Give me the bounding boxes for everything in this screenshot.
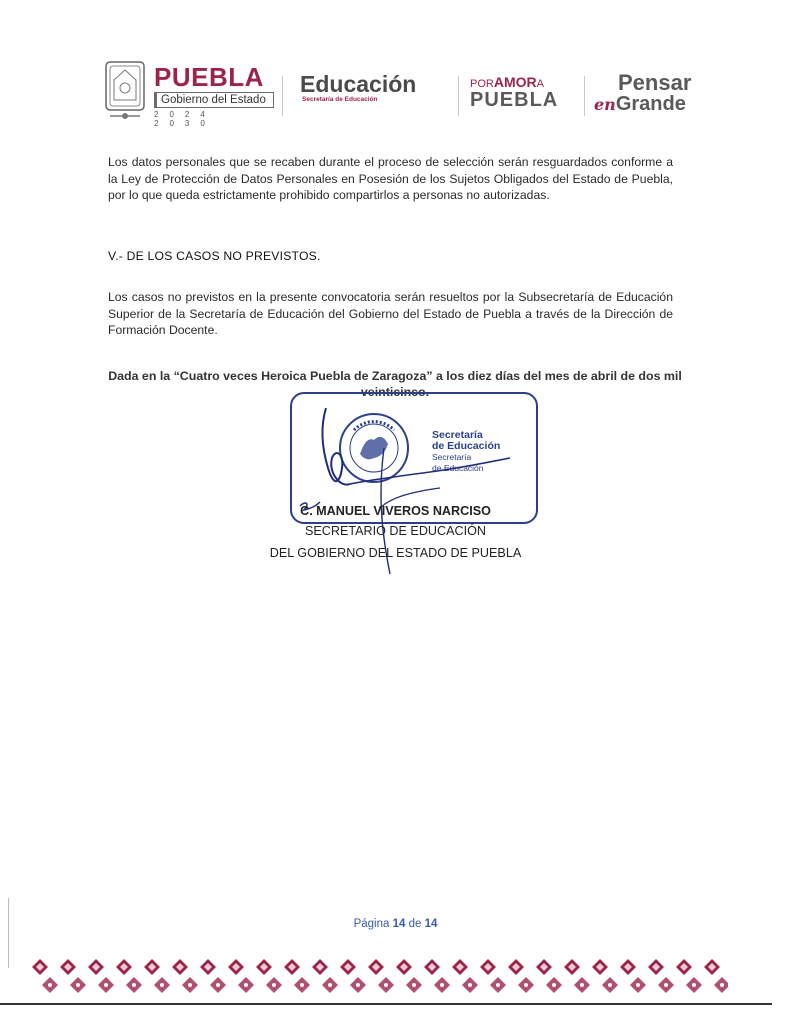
gobierno-subtitle: Gobierno del Estado <box>154 92 274 108</box>
amor-a: A <box>536 78 544 90</box>
logo-divider <box>584 76 585 116</box>
signatory-name: C. MANUEL VIVEROS NARCISO <box>300 504 491 518</box>
amor-top-line <box>470 76 580 90</box>
footer-motif <box>200 959 226 993</box>
pensar-grande: Grande <box>615 93 686 115</box>
stamp-line-1: Secretaría <box>432 429 483 441</box>
footer-motif <box>508 959 534 993</box>
footer-motif <box>284 959 310 993</box>
footer-motif <box>592 959 618 993</box>
footer-motif <box>172 959 198 993</box>
margin-rule <box>8 898 9 968</box>
footer-motif <box>396 959 422 993</box>
pensar-word: Pensar <box>618 70 692 95</box>
footer-motif <box>312 959 338 993</box>
footer-motif <box>368 959 394 993</box>
educacion-title: Educación <box>300 71 417 97</box>
amor-amor: AMOR <box>493 74 537 90</box>
educacion-logo <box>300 72 416 103</box>
logo-divider <box>282 76 283 116</box>
footer-motif <box>228 959 254 993</box>
pensar-en-grande-logo <box>594 72 714 115</box>
stamp-line-2: de Educación <box>432 440 501 452</box>
decorative-footer-border <box>28 955 728 995</box>
footer-motif <box>60 959 86 993</box>
closing-statement: Dada en la “Cuatro veces Heroica Puebla de Zaragoza” a los diez días del mes de abril de dos mil veinticinco. <box>108 369 682 399</box>
footer-motif <box>452 959 478 993</box>
footer-rule <box>0 1003 772 1005</box>
header-logos <box>104 56 714 126</box>
signatory-organization: DEL GOBIERNO DEL ESTADO DE PUEBLA <box>269 546 522 560</box>
educacion-subtitle: Secretaría de Educación <box>302 96 378 103</box>
paragraph-datos-personales: Los datos personales que se recaben durante el proceso de selección serán resguardados conforme a la Ley de Protección de Datos Personales en Posesión de los Sujetos Obligados del Estado de Puebla, por lo que queda estrictamente prohibido compartirlos a personas no autorizadas. <box>108 155 673 202</box>
footer-motif <box>32 959 58 993</box>
footer-motif <box>480 959 506 993</box>
pensar-en: en <box>594 95 616 114</box>
section-heading: V.- DE LOS CASOS NO PREVISTOS. <box>108 249 321 263</box>
footer-motif <box>704 959 728 993</box>
footer-motif <box>116 959 142 993</box>
signatory-title: SECRETARIO DE EDUCACIÓN <box>305 524 486 538</box>
footer-motif <box>648 959 674 993</box>
footer-motif <box>256 959 282 993</box>
page-label: Página <box>353 918 390 930</box>
footer-motif <box>144 959 170 993</box>
footer-motif <box>340 959 366 993</box>
footer-motif <box>424 959 450 993</box>
gobierno-years: 2024 2030 <box>154 110 216 128</box>
pensar-bottom-line <box>594 94 714 115</box>
stamp-line-3: Secretaría <box>432 452 472 462</box>
footer-motif <box>620 959 646 993</box>
por-amor-a-puebla-logo <box>470 76 580 110</box>
page-of: de <box>408 918 422 930</box>
page-total: 14 <box>424 918 438 930</box>
footer-motif <box>564 959 590 993</box>
footer-motif <box>88 959 114 993</box>
footer-motif <box>676 959 702 993</box>
puebla-coat-of-arms-icon <box>104 60 146 122</box>
page-current: 14 <box>392 918 406 930</box>
puebla-title: PUEBLA <box>154 62 264 92</box>
logo-divider <box>458 76 459 116</box>
amor-puebla: PUEBLA <box>470 89 559 111</box>
stamp-line-4: de Educación <box>432 463 484 473</box>
amor-por: POR <box>470 78 494 90</box>
footer-motif <box>536 959 562 993</box>
paragraph-casos-no-previstos: Los casos no previstos en la presente convocatoria serán resueltos por la Subsecretaría de Educación Superior de la Secretaría de Educación del Gobierno del Estado de Puebla a través de la Dirección de Formación Docente. <box>108 290 673 337</box>
page-number <box>0 918 791 930</box>
